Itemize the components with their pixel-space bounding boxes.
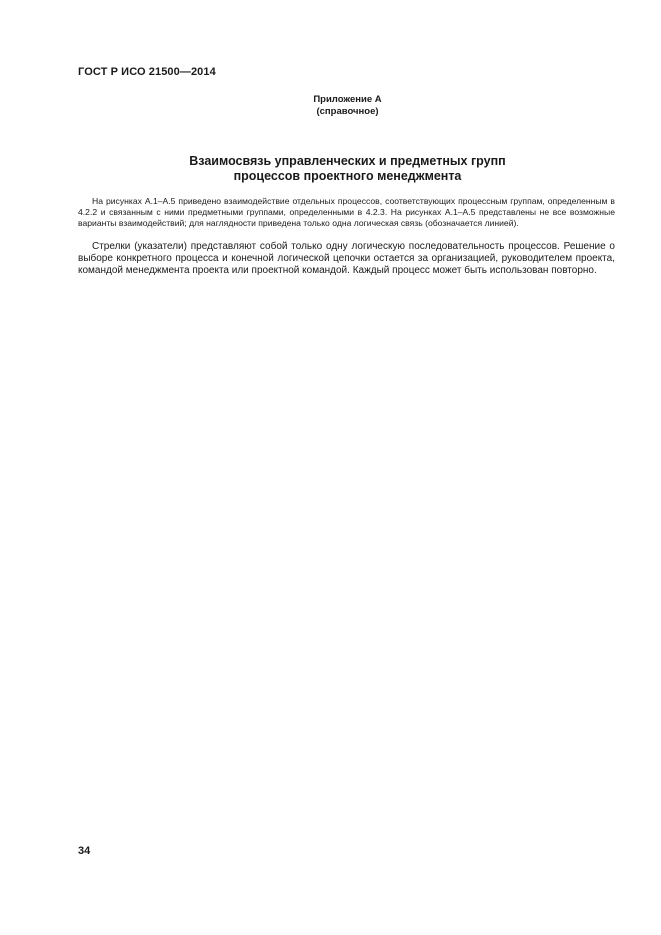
- title-line-2: процессов проектного менеджмента: [233, 169, 462, 183]
- appendix-title: [0, 154, 661, 184]
- appendix-label: Приложение А: [313, 94, 382, 105]
- paragraph-1: На рисунках А.1–А.5 приведено взаимодействие отдельных процессов, соответствующих процессным группам, определенным в 4.2.2 и связанным с ними предметными группами, определенными в 4.2.3. На рисунках А.1–А.5 представлены не все возможные варианты взаимодействий; для наглядности приведена только одна логическая связь (обозначается линией).: [78, 196, 615, 228]
- body-text: [78, 241, 615, 277]
- appendix-type: (справочное): [316, 105, 379, 117]
- intro-note: [78, 196, 615, 229]
- paragraph-2: Стрелки (указатели) представляют собой только одну логическую последовательность процессов. Решение о выборе конкретного процесса и конечной логической цепочки остается за организацией, руководителем проекта, командой менеджмента проекта или проектной командой. Каждый процесс может быть использован повторно.: [78, 241, 615, 276]
- appendix-heading: [0, 94, 661, 117]
- page-number: 34: [78, 845, 91, 857]
- title-line-1: Взаимосвязь управленческих и предметных групп: [189, 154, 506, 168]
- document-header: ГОСТ Р ИСО 21500—2014: [78, 66, 216, 78]
